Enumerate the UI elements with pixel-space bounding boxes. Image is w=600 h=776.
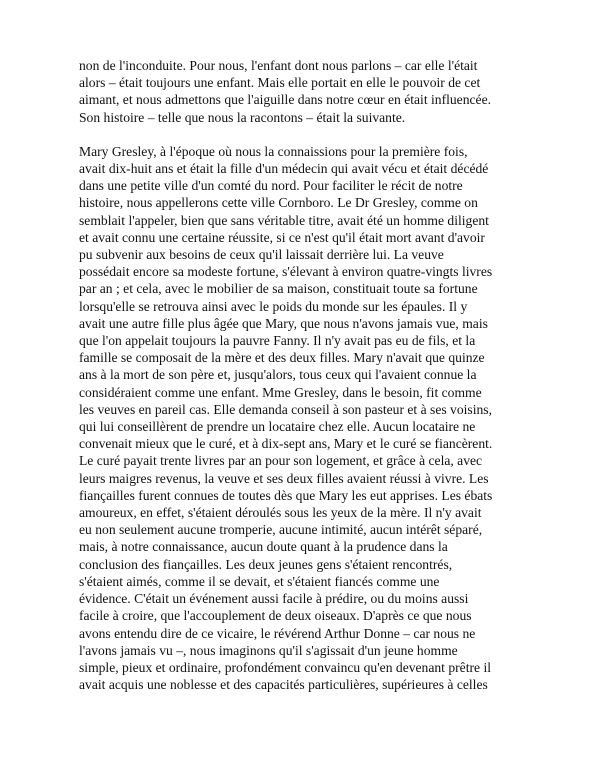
text-line: alors – était toujours une enfant. Mais elle portait en elle le pouvoir de cet <box>79 75 481 91</box>
text-line: l'avons jamais vu –, nous imaginons qu'il s'agissait d'un jeune homme <box>79 642 458 658</box>
paragraph-spacer <box>79 126 551 143</box>
text-line: Mary Gresley, à l'époque où nous la connaissions pour la première fois, <box>79 143 468 159</box>
text-line: possédait encore sa modeste fortune, s'élevant à environ quatre-vingts livres <box>79 264 493 280</box>
text-line: avait acquis une noblesse et des capacités particulières, supérieures à celles <box>79 677 488 693</box>
paragraph-2 <box>79 143 551 694</box>
text-line: s'étaient aimés, comme il se devait, et s'étaient fiancés comme une <box>79 573 440 589</box>
text-line: par an ; et cela, avec le mobilier de sa maison, constituait toute sa fortune <box>79 281 478 297</box>
text-line: histoire, nous appellerons cette ville Cornboro. Le Dr Gresley, comme on <box>79 195 478 211</box>
text-line: Son histoire – telle que nous la racontons – était la suivante. <box>79 109 406 125</box>
text-line: lorsqu'elle se retrouva ainsi avec le poids du monde sur les épaules. Il y <box>79 298 468 314</box>
text-line: eu non seulement aucune tromperie, aucune intimité, aucun intérêt séparé, <box>79 522 483 538</box>
text-line: facile à croire, que l'accouplement de deux oiseaux. D'après ce que nous <box>79 608 472 624</box>
text-line: mais, à notre connaissance, aucun doute quant à la prudence dans la <box>79 539 448 555</box>
text-line: conclusion des fiançailles. Les deux jeunes gens s'étaient rencontrés, <box>79 556 453 572</box>
text-line: fiançailles furent connues de toutes dès que Mary les eut apprises. Les ébats <box>79 487 493 503</box>
text-line: semblait l'appeler, bien que sans véritable titre, avait été un homme diligent <box>79 212 489 228</box>
document-page <box>79 57 551 693</box>
text-line: convenait mieux que le curé, et à dix-sept ans, Mary et le curé se fiancèrent. <box>79 436 493 452</box>
text-line: simple, pieux et ordinaire, profondément convaincu qu'en devenant prêtre il <box>79 659 492 675</box>
text-line: considéraient comme une enfant. Mme Gresley, dans le besoin, fit comme <box>79 384 482 400</box>
text-line: pu subvenir aux besoins de ceux qu'il laissait derrière lui. La veuve <box>79 247 444 263</box>
text-line: dans une petite ville d'un comté du nord. Pour faciliter le récit de notre <box>79 178 463 194</box>
text-line: avait une autre fille plus âgée que Mary, que nous n'avons jamais vue, mais <box>79 315 488 331</box>
paragraph-1 <box>79 57 551 126</box>
text-line: les veuves en pareil cas. Elle demanda conseil à son pasteur et à ses voisins, <box>79 401 492 417</box>
text-line: Le curé payait trente livres par an pour son logement, et grâce à cela, avec <box>79 453 483 469</box>
text-line: aimant, et nous admettons que l'aiguille dans notre cœur en était influencée. <box>79 92 492 108</box>
text-line: non de l'inconduite. Pour nous, l'enfant dont nous parlons – car elle l'était <box>79 58 478 73</box>
text-line: avons entendu dire de ce vicaire, le révérend Arthur Donne – car nous ne <box>79 625 476 641</box>
text-line: évidence. C'était un événement aussi facile à prédire, ou du moins aussi <box>79 591 469 607</box>
text-line: amoureux, en effet, s'étaient déroulés sous les yeux de la mère. Il n'y avait <box>79 505 482 521</box>
text-line: qui lui conseillèrent de prendre un locataire chez elle. Aucun locataire ne <box>79 419 476 435</box>
text-line: et avait connu une certaine réussite, si ce n'est qu'il était mort avant d'avoir <box>79 229 485 245</box>
text-line: famille se composait de la mère et des deux filles. Mary n'avait que quinze <box>79 350 485 366</box>
text-line: avait dix-huit ans et était la fille d'un médecin qui avait vécu et était décédé <box>79 161 489 177</box>
text-line: que l'on appelait toujours la pauvre Fanny. Il n'y avait pas eu de fils, et la <box>79 333 476 349</box>
text-line: leurs maigres revenus, la veuve et ses deux filles avaient réussi à vivre. Les <box>79 470 489 486</box>
text-line: ans à la mort de son père et, jusqu'alors, tous ceux qui l'avaient connue la <box>79 367 477 383</box>
